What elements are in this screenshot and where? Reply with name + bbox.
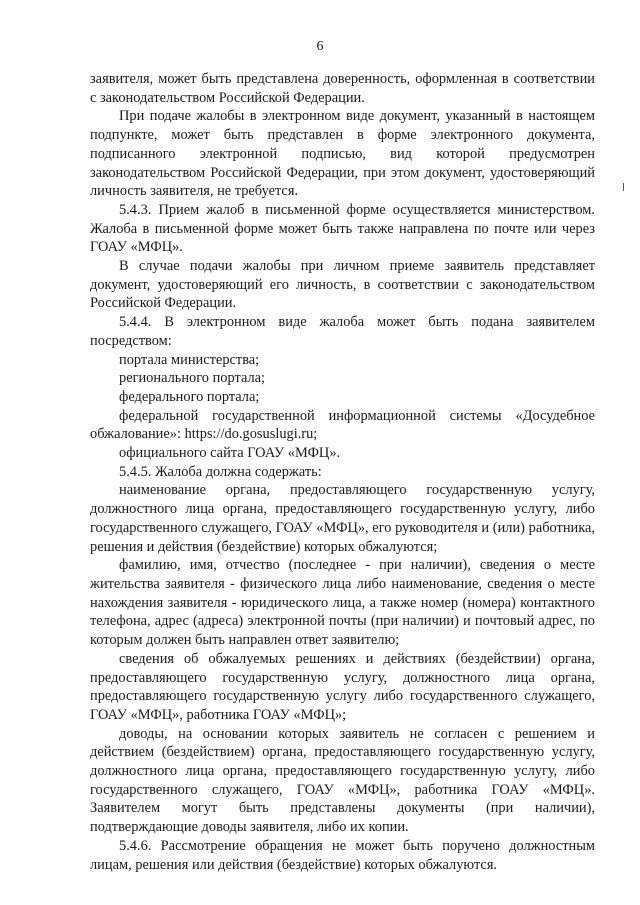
- list-item-federal-portal: федерального портала;: [119, 388, 260, 405]
- paragraph-continuation: заявителя, может быть представлена доверенность, оформленная в соответствии с законодательством Российской Федерации.: [90, 71, 595, 106]
- list-item-applicant-details: фамилию, имя, отчество (последнее - при наличии), сведения о месте жительства заявителя - физического лица либо наименование, сведения о месте нахождения заявителя - юридического лица, а также номер (номера) контактного телефона, адрес (адреса) электронной почты (при наличии) и почтовый адрес, по которым должен быть направлен ответ заявителю;: [90, 557, 595, 649]
- paragraph-5-4-3: 5.4.3. Прием жалоб в письменной форме осуществляется министерством. Жалоба в письменной форме может быть также направлена по почте или через ГОАУ «МФЦ».: [90, 201, 595, 256]
- list-item-arguments: доводы, на основании которых заявитель не согласен с решением и действием (бездействием) органа, предоставляющего государственную услугу, должностного лица органа, предоставляющего государственную услугу, либо государственного служащего, ГОАУ «МФЦ», работника ГОАУ «МФЦ». Заявителем могут быть представлены документы (при наличии), подтверждающие доводы заявителя, либо их копии.: [90, 725, 595, 836]
- list-item-appealed-decisions: сведения об обжалуемых решениях и действиях (бездействии) органа, предоставляющего государственную услугу, должностного лица органа, предоставляющего государственную услугу либо государственного служащего, ГОАУ «МФЦ», работника ГОАУ «МФЦ»;: [90, 650, 595, 723]
- paragraph-personal-reception: В случае подачи жалобы при личном приеме заявитель представляет документ, удостоверяющий его личность, в соответствии с законодательством Российской Федерации.: [90, 258, 595, 312]
- margin-mark: [623, 183, 624, 191]
- paragraph-5-4-4: 5.4.4. В электронном виде жалоба может быть подана заявителем посредством:: [90, 314, 595, 349]
- document-body: [90, 70, 595, 874]
- list-item-authority-name: наименование органа, предоставляющего государственную услугу, должностного лица органа, предоставляющего государственную услугу, либо государственного служащего, ГОАУ «МФЦ», его руководителя и (или) работника, решения и действия (бездействие) которых обжалуются;: [90, 482, 595, 555]
- list-item-pretrial-system: федеральной государственной информационной системы «Досудебное обжалование»: https://do.gosuslugi.ru;: [90, 407, 595, 443]
- paragraph-electronic-submission: При подаче жалобы в электронном виде документ, указанный в настоящем подпункте, может быть представлен в форме электронного документа, подписанного электронной подписью, вид которой предусмотрен законодательством Российской Федерации, при этом документ, удостоверяющий личность заявителя, не требуется.: [90, 108, 595, 200]
- list-item-regional-portal: регионального портала;: [119, 370, 266, 387]
- paragraph-5-4-5: 5.4.5. Жалоба должна содержать:: [119, 463, 322, 480]
- list-item-ministry-portal: портала министерства;: [119, 351, 260, 368]
- paragraph-5-4-6: 5.4.6. Рассмотрение обращения не может быть поручено должностным лицам, решения или действия (бездействие) которых обжалуются.: [90, 837, 595, 873]
- page-number: 6: [316, 39, 324, 54]
- list-item-mfc-site: официального сайта ГОАУ «МФЦ».: [119, 445, 341, 462]
